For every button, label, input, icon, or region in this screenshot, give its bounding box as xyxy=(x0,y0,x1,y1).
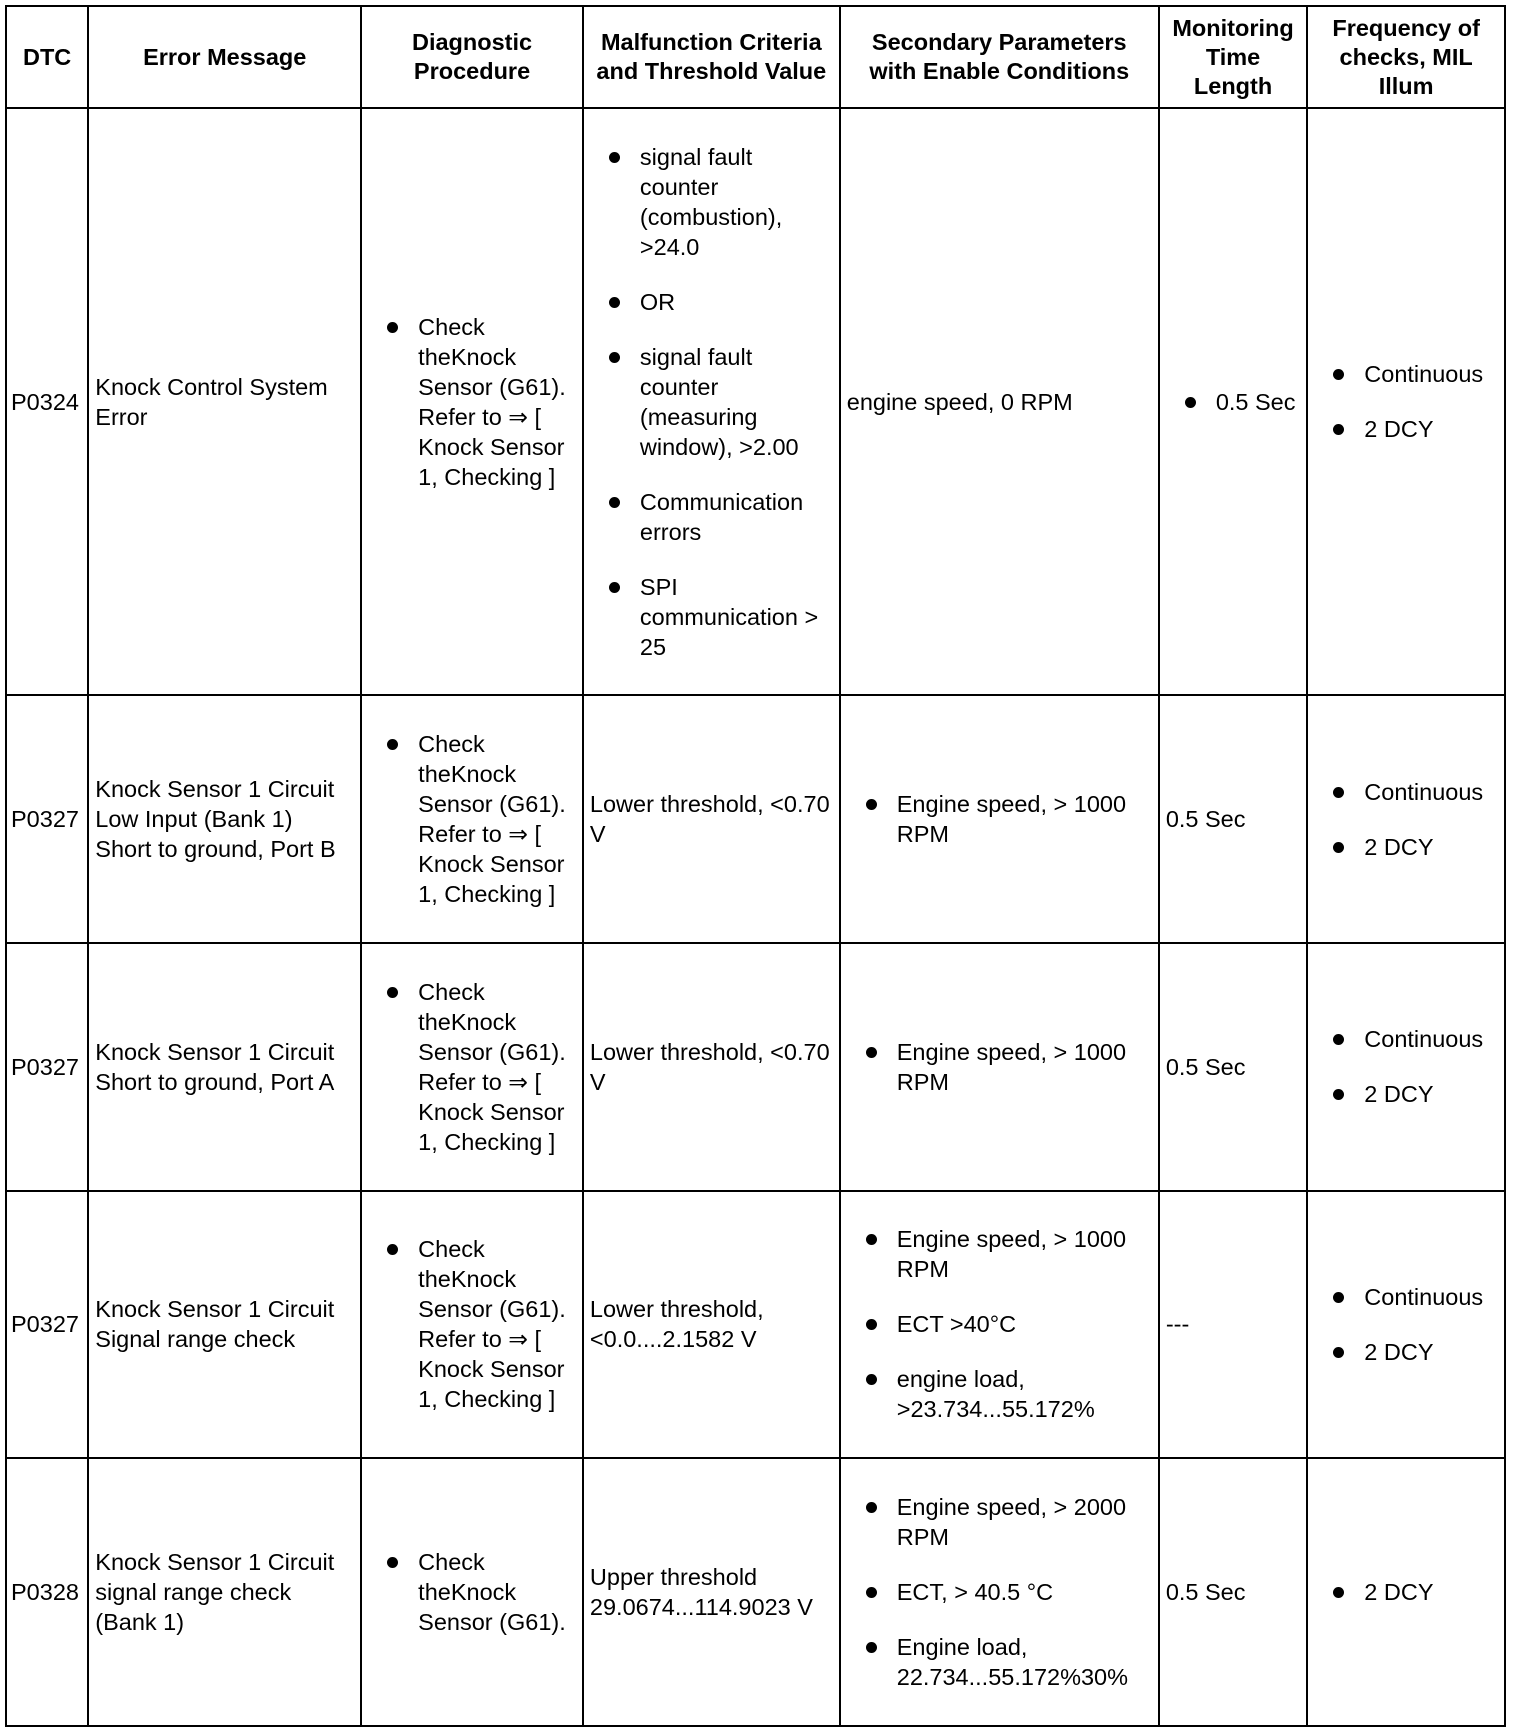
criteria-item: SPI communication > 25 xyxy=(590,572,833,662)
frequency-item: 2 DCY xyxy=(1314,832,1498,862)
diagnostic-procedure xyxy=(361,1458,583,1726)
dtc-code: P0324 xyxy=(6,108,88,695)
error-message: Knock Sensor 1 Circuit signal range check (Bank 1) xyxy=(88,1458,361,1726)
table-row xyxy=(6,108,1505,695)
frequency-item: Continuous xyxy=(1314,777,1498,807)
header-malfunction-criteria: Malfunction Criteria and Threshold Value xyxy=(583,6,840,108)
procedure-item: Check theKnock Sensor (G61). xyxy=(368,1547,576,1637)
secondary-parameters xyxy=(840,695,1159,943)
secondary-parameters xyxy=(840,1458,1159,1726)
criteria-item: signal fault counter (measuring window), >2.00 xyxy=(590,342,833,462)
error-message: Knock Sensor 1 Circuit Low Input (Bank 1) Short to ground, Port B xyxy=(88,695,361,943)
criteria-item: OR xyxy=(590,287,833,317)
criteria-item: signal fault counter (combustion), >24.0 xyxy=(590,142,833,262)
secondary-item: Engine load, 22.734...55.172%30% xyxy=(847,1632,1152,1692)
table-row xyxy=(6,1191,1505,1459)
diagnostic-procedure xyxy=(361,108,583,695)
header-error-message: Error Message xyxy=(88,6,361,108)
monitoring-time: 0.5 Sec xyxy=(1159,1458,1307,1726)
frequency-item: 2 DCY xyxy=(1314,414,1498,444)
frequency xyxy=(1307,1458,1505,1726)
monitoring-time xyxy=(1159,108,1307,695)
frequency-item: Continuous xyxy=(1314,1024,1498,1054)
header-diagnostic-procedure: Diagnostic Procedure xyxy=(361,6,583,108)
secondary-parameters xyxy=(840,943,1159,1191)
frequency-item: 2 DCY xyxy=(1314,1079,1498,1109)
malfunction-criteria xyxy=(583,108,840,695)
diagnostic-procedure xyxy=(361,1191,583,1459)
table-row xyxy=(6,1458,1505,1726)
malfunction-criteria: Lower threshold, <0.70 V xyxy=(583,695,840,943)
table-row xyxy=(6,695,1505,943)
monitoring-item: 0.5 Sec xyxy=(1166,387,1300,417)
error-message: Knock Sensor 1 Circuit Signal range check xyxy=(88,1191,361,1459)
secondary-item: Engine speed, > 2000 RPM xyxy=(847,1492,1152,1552)
malfunction-criteria: Upper threshold 29.0674...114.9023 V xyxy=(583,1458,840,1726)
procedure-item: Check theKnock Sensor (G61). Refer to ⇒ [ Knock Sensor 1, Checking ] xyxy=(368,977,576,1157)
header-secondary-parameters: Secondary Parameters with Enable Conditions xyxy=(840,6,1159,108)
procedure-item: Check theKnock Sensor (G61). Refer to ⇒ [ Knock Sensor 1, Checking ] xyxy=(368,1234,576,1414)
header-monitoring-time: Monitoring Time Length xyxy=(1159,6,1307,108)
frequency xyxy=(1307,695,1505,943)
secondary-item: Engine speed, > 1000 RPM xyxy=(847,1037,1152,1097)
header-row xyxy=(6,6,1505,108)
dtc-code: P0328 xyxy=(6,1458,88,1726)
frequency xyxy=(1307,943,1505,1191)
table-row xyxy=(6,943,1505,1191)
frequency xyxy=(1307,108,1505,695)
frequency-item: 2 DCY xyxy=(1314,1577,1498,1607)
frequency-item: Continuous xyxy=(1314,359,1498,389)
frequency-item: 2 DCY xyxy=(1314,1337,1498,1367)
monitoring-time: 0.5 Sec xyxy=(1159,943,1307,1191)
malfunction-criteria: Lower threshold, <0.70 V xyxy=(583,943,840,1191)
secondary-item: Engine speed, > 1000 RPM xyxy=(847,789,1152,849)
frequency-item: Continuous xyxy=(1314,1282,1498,1312)
criteria-item: Communication errors xyxy=(590,487,833,547)
procedure-item: Check theKnock Sensor (G61). Refer to ⇒ [ Knock Sensor 1, Checking ] xyxy=(368,729,576,909)
monitoring-time: 0.5 Sec xyxy=(1159,695,1307,943)
header-frequency: Frequency of checks, MIL Illum xyxy=(1307,6,1505,108)
dtc-code: P0327 xyxy=(6,695,88,943)
secondary-parameters xyxy=(840,1191,1159,1459)
diagnostic-procedure xyxy=(361,943,583,1191)
error-message: Knock Sensor 1 Circuit Short to ground, Port A xyxy=(88,943,361,1191)
error-message: Knock Control System Error xyxy=(88,108,361,695)
secondary-item: ECT, > 40.5 °C xyxy=(847,1577,1152,1607)
malfunction-criteria: Lower threshold, <0.0....2.1582 V xyxy=(583,1191,840,1459)
secondary-item: engine load, >23.734...55.172% xyxy=(847,1364,1152,1424)
secondary-item: Engine speed, > 1000 RPM xyxy=(847,1224,1152,1284)
dtc-code: P0327 xyxy=(6,943,88,1191)
header-dtc: DTC xyxy=(6,6,88,108)
monitoring-time: --- xyxy=(1159,1191,1307,1459)
procedure-item: Check theKnock Sensor (G61). Refer to ⇒ [ Knock Sensor 1, Checking ] xyxy=(368,312,576,492)
diagnostic-procedure xyxy=(361,695,583,943)
secondary-item: ECT >40°C xyxy=(847,1309,1152,1339)
frequency xyxy=(1307,1191,1505,1459)
secondary-parameters: engine speed, 0 RPM xyxy=(840,108,1159,695)
dtc-table xyxy=(5,5,1506,1727)
dtc-code: P0327 xyxy=(6,1191,88,1459)
